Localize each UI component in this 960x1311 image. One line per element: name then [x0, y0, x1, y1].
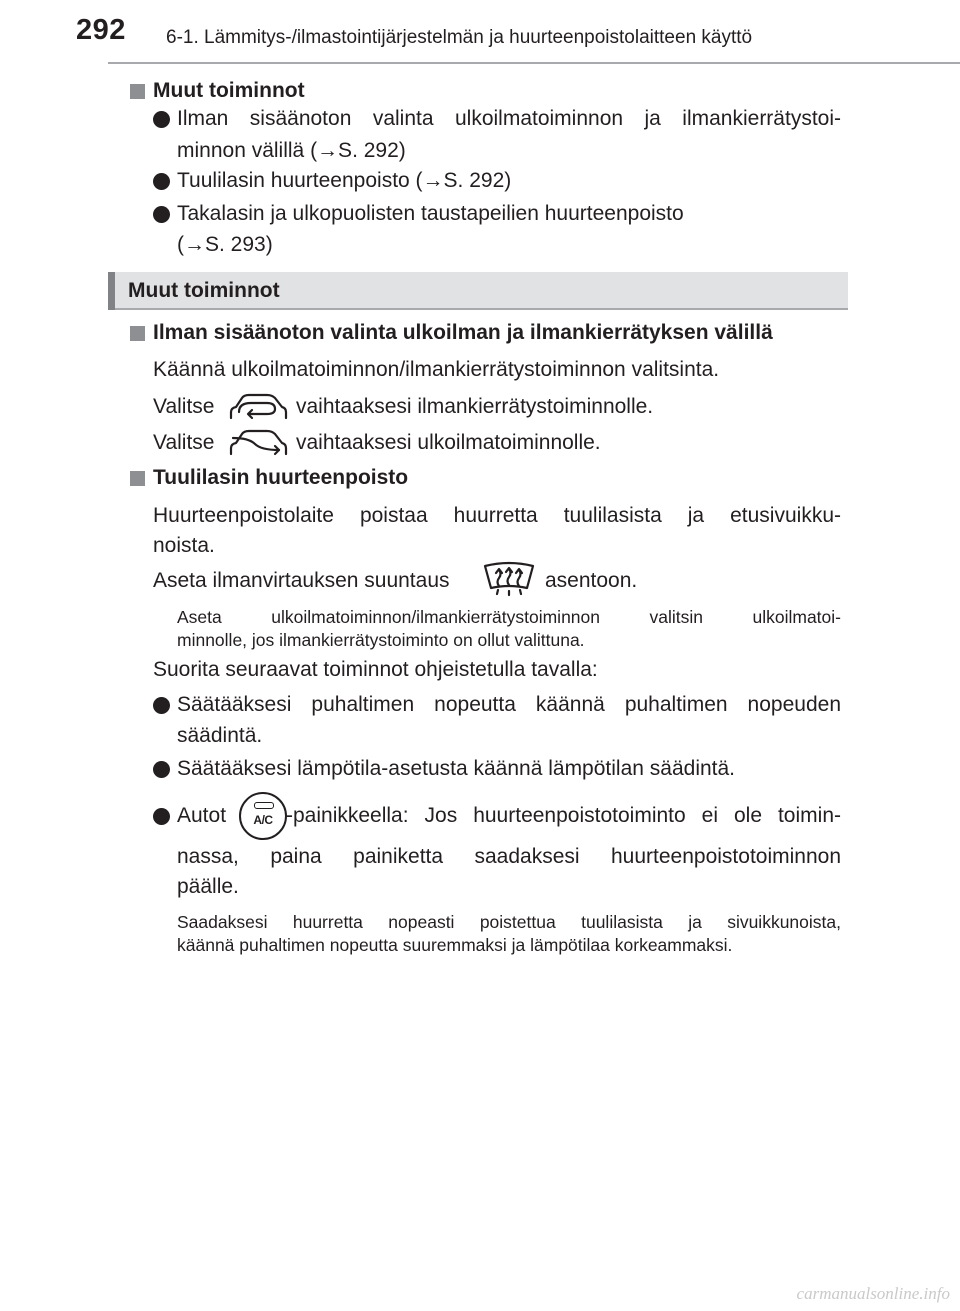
- section-header-accent: [108, 272, 115, 310]
- defog-tip-line-1: Saadaksesi huurretta nopeasti poistettua tuulilasista ja sivuikkunoista,: [177, 912, 841, 932]
- defog-paragraph-line-1: Huurteenpoistolaite poistaa huurretta tuulilasista ja etusivuikku-: [153, 504, 841, 527]
- bullet-dot-icon: [153, 111, 170, 128]
- bullet-dot-icon: [153, 808, 170, 825]
- fan-speed-bullet-line-2: säädintä.: [177, 724, 263, 747]
- airflow-suffix: asentoon.: [545, 569, 638, 592]
- bullet-dot-icon: [153, 697, 170, 714]
- ac-bullet-line-1: -painikkeella: Jos huurteenpoistotoiminto ei ole toimin-: [286, 804, 841, 827]
- bullet-dot-icon: [153, 173, 170, 190]
- ac-bullet-prefix: Autot: [177, 804, 227, 827]
- steps-intro: Suorita seuraavat toiminnot ohjeistetulla tavalla:: [153, 658, 598, 681]
- defog-paragraph-line-2: noista.: [153, 534, 215, 557]
- intro-bullet-1-line-2[interactable]: minnon välillä (→S. 292): [177, 139, 406, 162]
- windshield-defroster-icon: [481, 558, 537, 598]
- recirculation-prefix: Valitse: [153, 395, 215, 418]
- ac-bullet-line-3: päälle.: [177, 875, 239, 898]
- ac-bullet-line-2: nassa, paina painiketta saadaksesi huurteenpoistotoiminnon: [177, 845, 841, 868]
- outside-air-suffix: vaihtaaksesi ulkoilmatoiminnolle.: [296, 431, 601, 454]
- header-rule: [108, 62, 960, 64]
- intro-bullet-3-line-1: Takalasin ja ulkopuolisten taustapeilien huurteenpoisto: [177, 202, 684, 225]
- temperature-bullet: Säätääksesi lämpötila-asetusta käännä lämpötilan säädintä.: [177, 757, 736, 780]
- bullet-dot-icon: [153, 206, 170, 223]
- watermark: carmanualsonline.info: [796, 1284, 950, 1303]
- bullet-dot-icon: [153, 761, 170, 778]
- square-bullet-icon: [130, 84, 145, 99]
- section-title: Muut toiminnot: [128, 279, 280, 302]
- intro-bullet-3-line-2[interactable]: (→S. 293): [177, 233, 273, 256]
- intro-bullet-2[interactable]: Tuulilasin huurteenpoisto (→S. 292): [177, 169, 512, 192]
- fan-speed-bullet-line-1: Säätääksesi puhaltimen nopeutta käännä puhaltimen nopeuden: [177, 693, 841, 716]
- defog-tip-line-2: käännä puhaltimen nopeutta suuremmaksi ja lämpötilaa korkeammaksi.: [177, 935, 733, 955]
- chapter-title: 6-1. Lämmitys-/ilmastointijärjestelmän ja huurteenpoistolaitteen käyttö: [166, 27, 753, 48]
- intro-heading: Muut toiminnot: [153, 79, 305, 102]
- ac-button-label: A/C: [253, 813, 273, 827]
- recirculation-suffix: vaihtaaksesi ilmankierrätystoiminnolle.: [296, 395, 654, 418]
- outside-air-mode-icon: [227, 424, 289, 460]
- air-intake-paragraph: Käännä ulkoilmatoiminnon/ilmankierrätystoiminnon valitsinta.: [153, 358, 720, 381]
- defog-note-line-2: minnolle, jos ilmankierrätystoiminto on ollut valittuna.: [177, 630, 585, 650]
- recirculation-mode-icon: [227, 388, 289, 424]
- airflow-prefix: Aseta ilmanvirtauksen suuntaus: [153, 569, 450, 592]
- air-intake-heading: Ilman sisäänoton valinta ulkoilman ja ilmankierrätyksen välillä: [153, 321, 773, 344]
- intro-bullet-1-line-1: Ilman sisäänoton valinta ulkoilmatoiminnon ja ilmankierrätystoi-: [177, 107, 841, 130]
- ac-button-icon: [239, 792, 287, 840]
- defog-note-line-1: Aseta ulkoilmatoiminnon/ilmankierrätystoiminnon valitsin ulkoilmatoi-: [177, 607, 841, 627]
- defog-heading: Tuulilasin huurteenpoisto: [153, 466, 409, 489]
- page-number: 292: [76, 14, 126, 46]
- square-bullet-icon: [130, 471, 145, 486]
- outside-air-prefix: Valitse: [153, 431, 215, 454]
- square-bullet-icon: [130, 326, 145, 341]
